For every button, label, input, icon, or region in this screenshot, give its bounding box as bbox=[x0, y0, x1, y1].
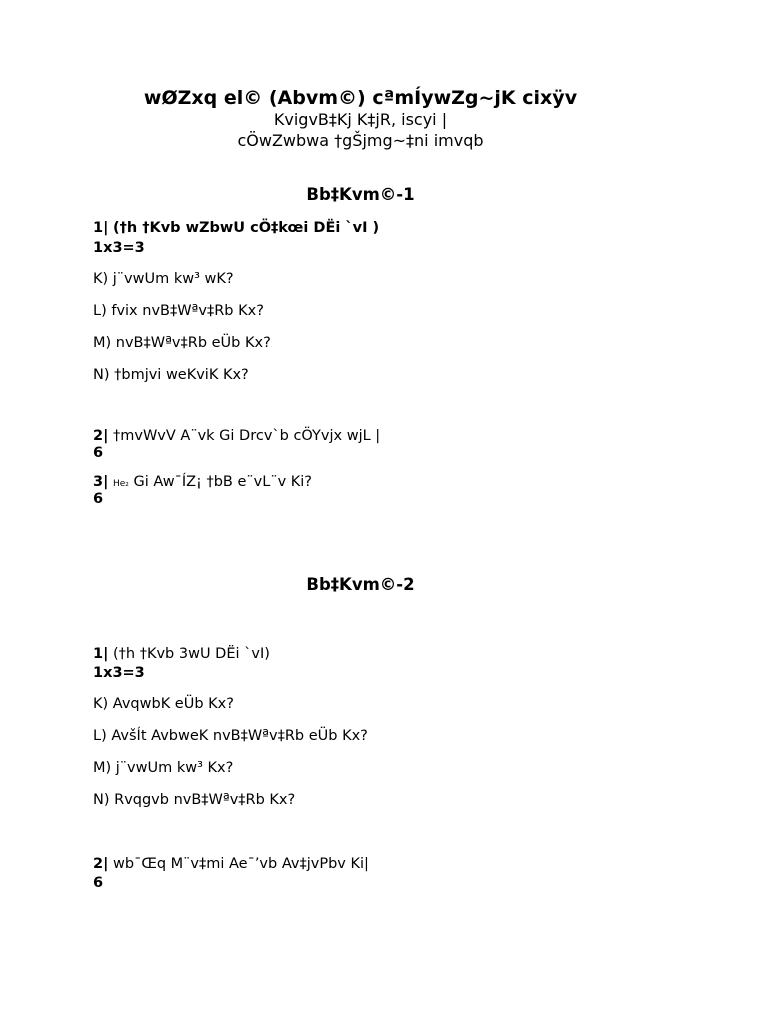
s1-q1-item-l: L) fvix nvB‡Wªv‡Rb Kx? bbox=[93, 303, 264, 319]
s1-q2-text: †mvWvV A¨vk Gi Drcv`b cÖYvjx wjL | bbox=[113, 428, 381, 444]
s2-q1-marks: 1x3=3 bbox=[93, 665, 145, 681]
s2-q1-item-l: L) AvšÍt AvbweK nvB‡Wªv‡Rb eÜb Kx? bbox=[93, 728, 368, 744]
institution-line: KvigvB‡Kj K‡jR, iscyi | bbox=[273, 110, 448, 129]
s2-q2-text: wb¯Œq M¨v‡mi Ae¯’vb Av‡jvPbv Ki| bbox=[113, 856, 369, 872]
s1-q3-formula: He₂ bbox=[113, 479, 129, 489]
s1-q2-marks: 6 bbox=[93, 445, 104, 461]
s2-q2-marks: 6 bbox=[93, 875, 104, 891]
s1-q1-item-n: N) †bmjvi weKviK Kx? bbox=[93, 367, 249, 383]
s2-q2-number: 2| bbox=[93, 856, 109, 872]
s1-q1-marks: 1x3=3 bbox=[93, 240, 145, 256]
s1-q2-number: 2| bbox=[93, 428, 109, 444]
s1-q1-item-m: M) nvB‡Wªv‡Rb eÜb Kx? bbox=[93, 335, 271, 351]
s1-q1-line bbox=[93, 219, 379, 237]
subject-line: cÖwZwbwa †gŠjmg~‡ni imvqb bbox=[237, 131, 484, 150]
s1-q3-marks: 6 bbox=[93, 491, 104, 507]
s1-q1-number: 1| bbox=[93, 220, 109, 236]
s2-q1-item-n: N) Rvqgvb nvB‡Wªv‡Rb Kx? bbox=[93, 792, 296, 808]
s2-q1-item-k: K) AvqwbK eÜb Kx? bbox=[93, 696, 234, 712]
s2-q1-line bbox=[93, 645, 270, 663]
s1-q3-text: Gi Aw¯ÍZ¡ †bB e¨vL¨v Ki? bbox=[133, 474, 312, 490]
section-2-heading: Bb‡Kvm©-2 bbox=[306, 575, 415, 594]
s2-q2-line bbox=[93, 855, 369, 873]
s2-q1-number: 1| bbox=[93, 646, 109, 662]
s1-q1-item-k: K) j¨vwUm kw³ wK? bbox=[93, 271, 234, 287]
s1-q3-line bbox=[93, 473, 312, 493]
s1-q2-line bbox=[93, 427, 380, 445]
section-1-heading: Bb‡Kvm©-1 bbox=[306, 185, 415, 204]
s1-q3-number: 3| bbox=[93, 474, 109, 490]
document-title: wØZxq el© (Abvm©) cªmÍywZg~jK cixÿv bbox=[143, 87, 578, 109]
s2-q1-prompt: (†h †Kvb 3wU DËi `vI) bbox=[113, 646, 270, 662]
s1-q1-prompt: (†h †Kvb wZbwU cÖ‡kœi DËi `vI ) bbox=[113, 220, 380, 236]
s2-q1-item-m: M) j¨vwUm kw³ Kx? bbox=[93, 760, 234, 776]
